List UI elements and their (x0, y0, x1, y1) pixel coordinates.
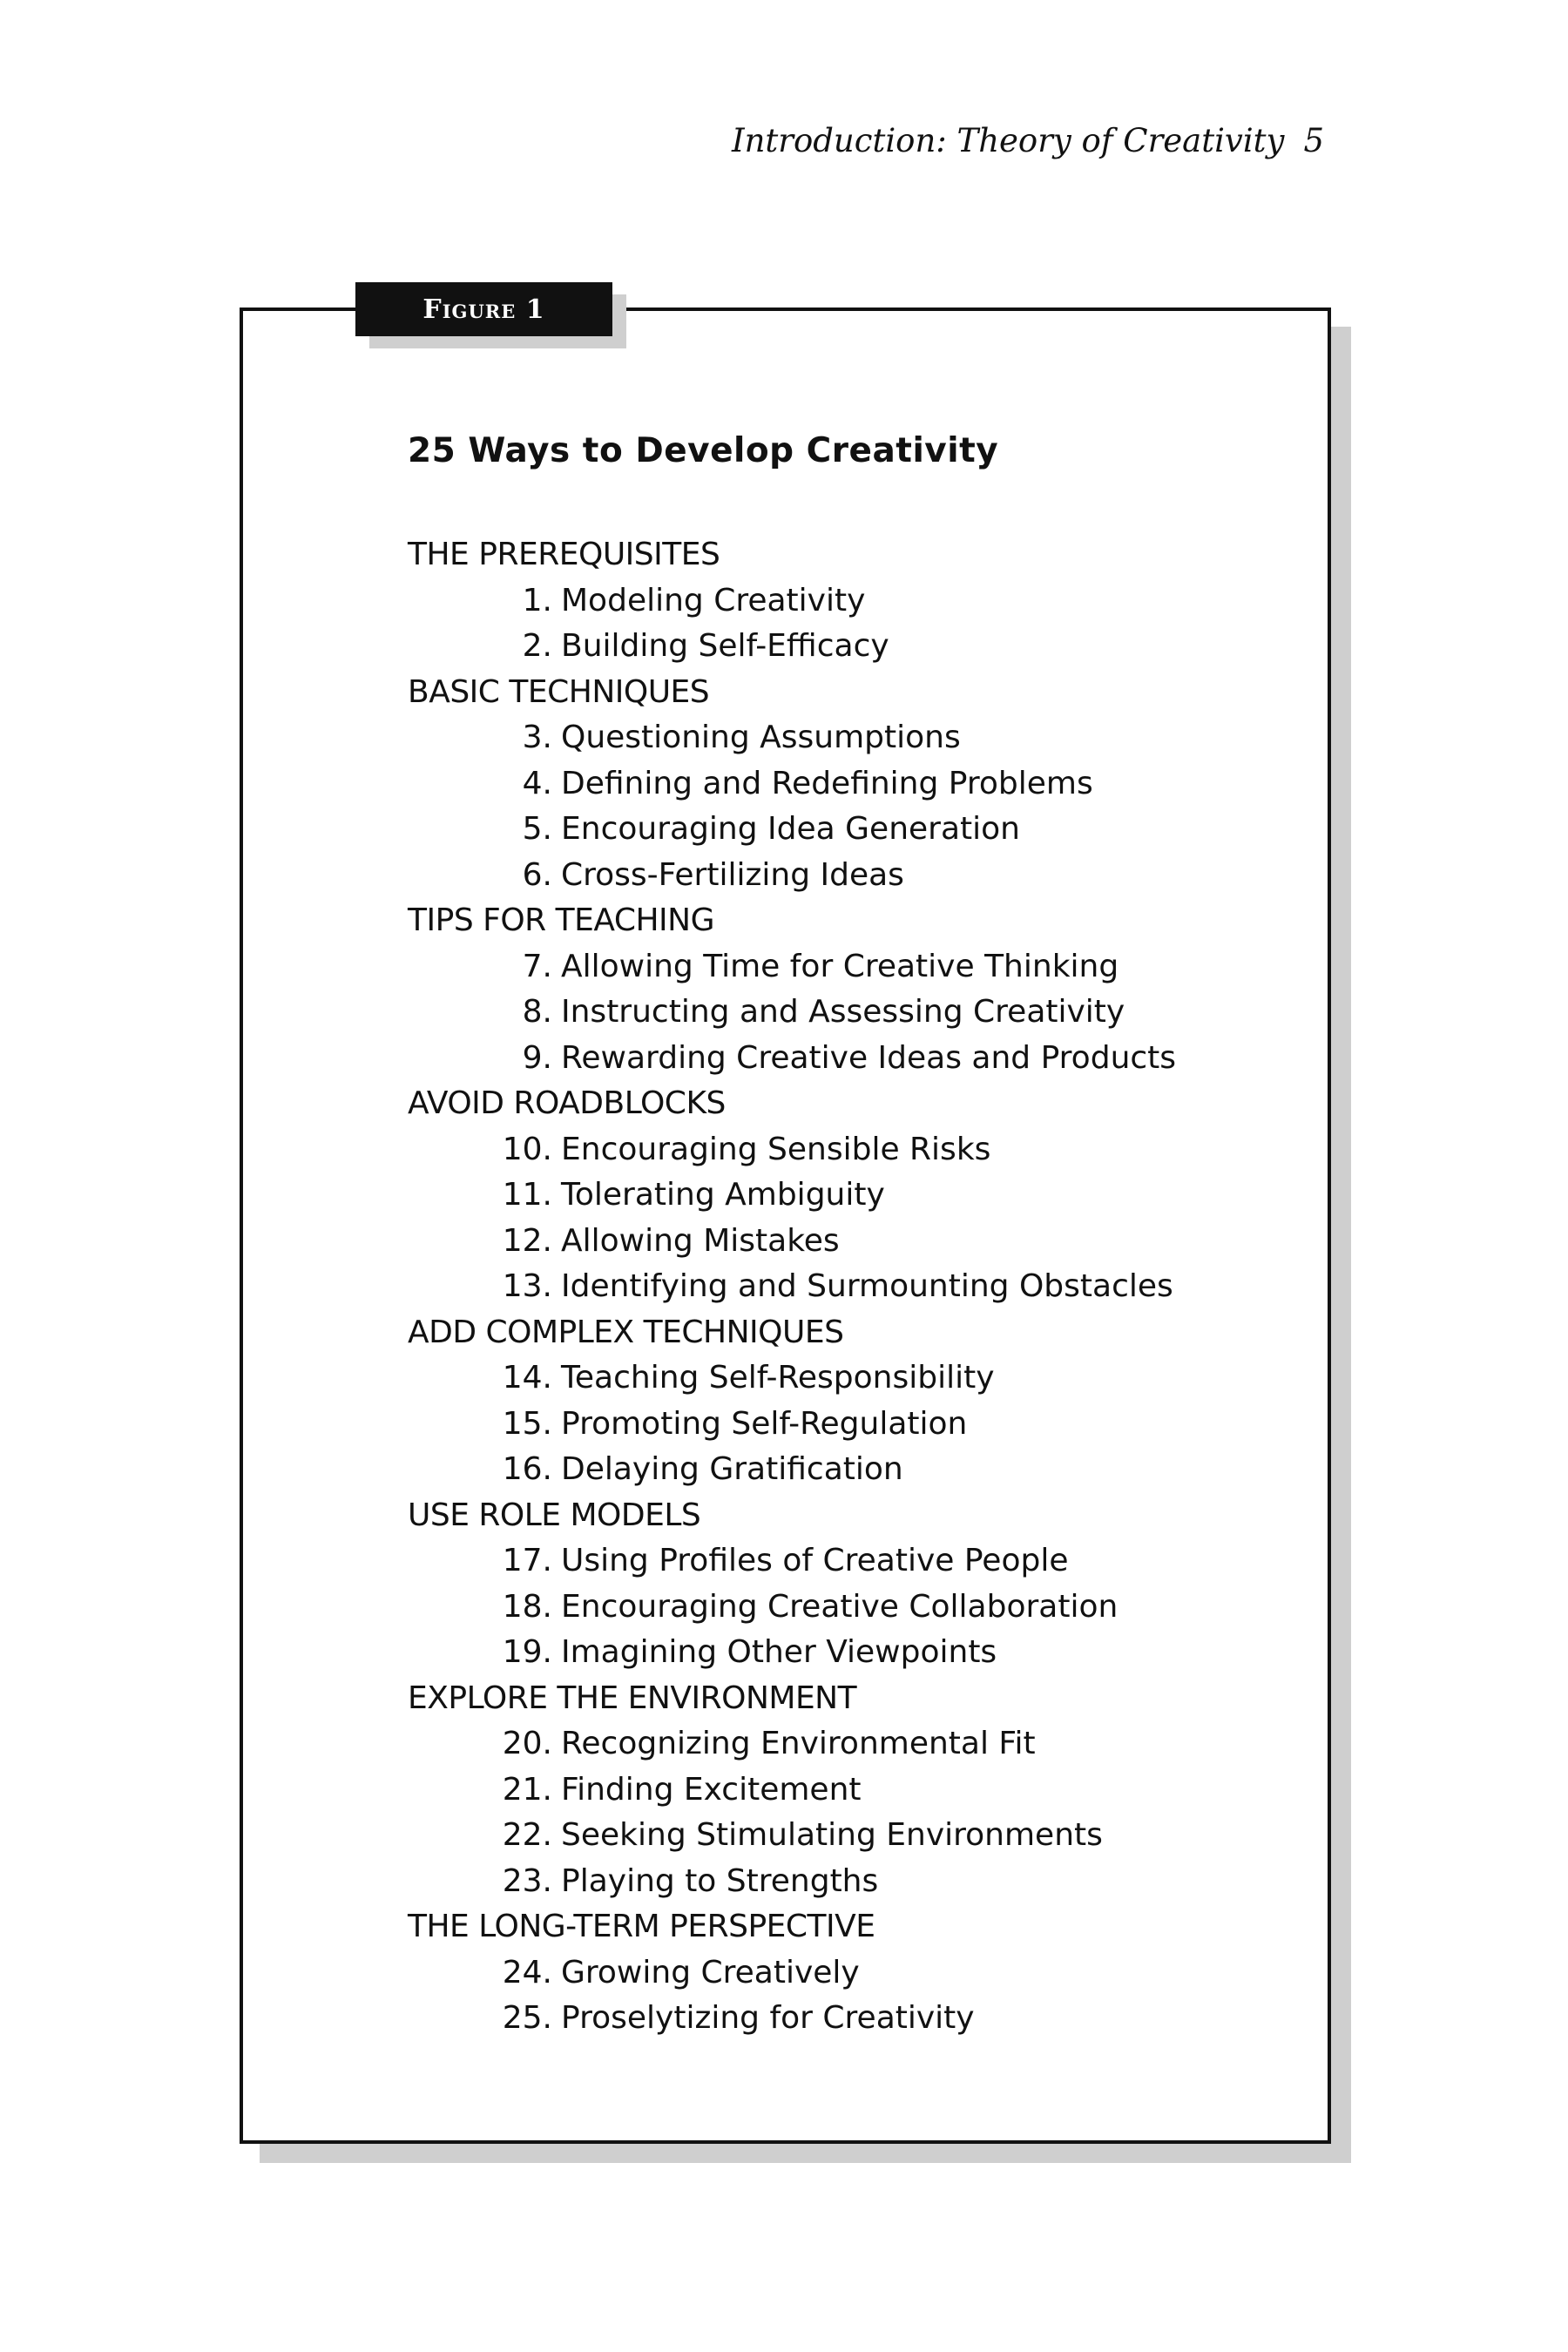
list-item (408, 1996, 1235, 2042)
figure-title: 25 Ways to Develop Creativity (408, 431, 999, 470)
running-head (732, 122, 1324, 159)
item-number: 12. (502, 1222, 552, 1259)
item-number: 10. (502, 1131, 552, 1167)
list-item (408, 1950, 1235, 1997)
item-text: Playing to Strengths (561, 1862, 879, 1899)
item-number: 14. (502, 1360, 552, 1396)
list-item (408, 1264, 1235, 1310)
list-item (408, 1859, 1235, 1905)
list-item (408, 715, 1235, 761)
list-item (408, 1767, 1235, 1814)
section-heading: ADD COMPLEX TECHNIQUES (408, 1314, 844, 1350)
item-number: 16. (502, 1451, 552, 1487)
item-number: 25. (502, 2000, 552, 2036)
list-item (408, 1630, 1235, 1676)
section-heading: THE PREREQUISITES (408, 537, 720, 572)
item-text: Imagining Other Viewpoints (561, 1634, 997, 1670)
section-heading: THE LONG-TERM PERSPECTIVE (408, 1909, 875, 1944)
list-item (408, 1402, 1235, 1448)
list-item (408, 990, 1235, 1036)
item-text: Instructing and Assessing Creativity (561, 994, 1125, 1030)
item-text: Modeling Creativity (561, 582, 866, 618)
list-item (408, 944, 1235, 990)
list-item (408, 761, 1235, 808)
ways-list (408, 532, 1235, 2042)
list-item (408, 853, 1235, 899)
section-heading: BASIC TECHNIQUES (408, 673, 710, 710)
item-number: 7. (522, 948, 552, 984)
item-text: Tolerating Ambiguity (561, 1177, 885, 1213)
item-number: 4. (522, 765, 552, 801)
item-number: 22. (502, 1817, 552, 1853)
list-item (408, 1036, 1235, 1082)
item-text: Teaching Self-Responsibility (561, 1360, 995, 1396)
item-text: Building Self-Efficacy (561, 628, 889, 664)
section-heading: EXPLORE THE ENVIRONMENT (408, 1680, 857, 1716)
item-text: Proselytizing for Creativity (561, 2000, 975, 2036)
list-item (408, 807, 1235, 853)
item-text: Promoting Self-Regulation (561, 1405, 968, 1442)
item-number: 9. (522, 1039, 552, 1076)
item-number: 21. (502, 1771, 552, 1808)
section-heading: USE ROLE MODELS (408, 1497, 701, 1533)
item-number: 11. (502, 1177, 552, 1213)
list-item (408, 1173, 1235, 1219)
item-number: 20. (502, 1726, 552, 1761)
page-number: 5 (1303, 122, 1324, 159)
item-number: 6. (522, 856, 552, 893)
section-heading: TIPS FOR TEACHING (408, 902, 714, 938)
list-item (408, 578, 1235, 625)
figure-label: Figure 1 (355, 282, 612, 336)
item-text: Encouraging Creative Collaboration (561, 1588, 1119, 1625)
item-number: 8. (522, 994, 552, 1030)
item-text: Using Profiles of Creative People (561, 1543, 1069, 1578)
item-text: Finding Excitement (561, 1771, 862, 1808)
list-item (408, 1538, 1235, 1585)
section-heading: AVOID ROADBLOCKS (408, 1085, 726, 1121)
item-number: 23. (502, 1862, 552, 1899)
list-item (408, 1447, 1235, 1493)
item-text: Encouraging Sensible Risks (561, 1131, 991, 1167)
list-item (408, 1813, 1235, 1859)
item-text: Rewarding Creative Ideas and Products (561, 1039, 1177, 1076)
item-text: Questioning Assumptions (561, 720, 961, 755)
item-number: 2. (522, 628, 552, 664)
item-text: Identifying and Surmounting Obstacles (561, 1268, 1173, 1304)
item-text: Recognizing Environmental Fit (561, 1726, 1036, 1761)
item-number: 1. (522, 582, 552, 618)
item-number: 17. (502, 1543, 552, 1578)
item-text: Growing Creatively (561, 1954, 860, 1990)
item-text: Defining and Redefining Problems (561, 765, 1093, 801)
item-number: 13. (502, 1268, 552, 1304)
list-item (408, 1219, 1235, 1265)
item-number: 24. (502, 1954, 552, 1990)
item-number: 19. (502, 1634, 552, 1670)
list-item (408, 1721, 1235, 1767)
item-text: Allowing Time for Creative Thinking (561, 948, 1119, 984)
running-head-title: Introduction: Theory of Creativity (731, 122, 1285, 159)
item-number: 15. (502, 1405, 552, 1442)
item-text: Encouraging Idea Generation (561, 811, 1020, 847)
item-number: 5. (522, 811, 552, 847)
list-item (408, 624, 1235, 670)
item-text: Cross-Fertilizing Ideas (561, 856, 904, 893)
list-item (408, 1355, 1235, 1402)
item-number: 3. (522, 720, 552, 755)
item-text: Allowing Mistakes (561, 1222, 840, 1259)
item-text: Delaying Gratification (561, 1451, 903, 1487)
item-text: Seeking Stimulating Environments (561, 1817, 1103, 1853)
item-number: 18. (502, 1588, 552, 1625)
list-item (408, 1585, 1235, 1631)
list-item (408, 1127, 1235, 1173)
